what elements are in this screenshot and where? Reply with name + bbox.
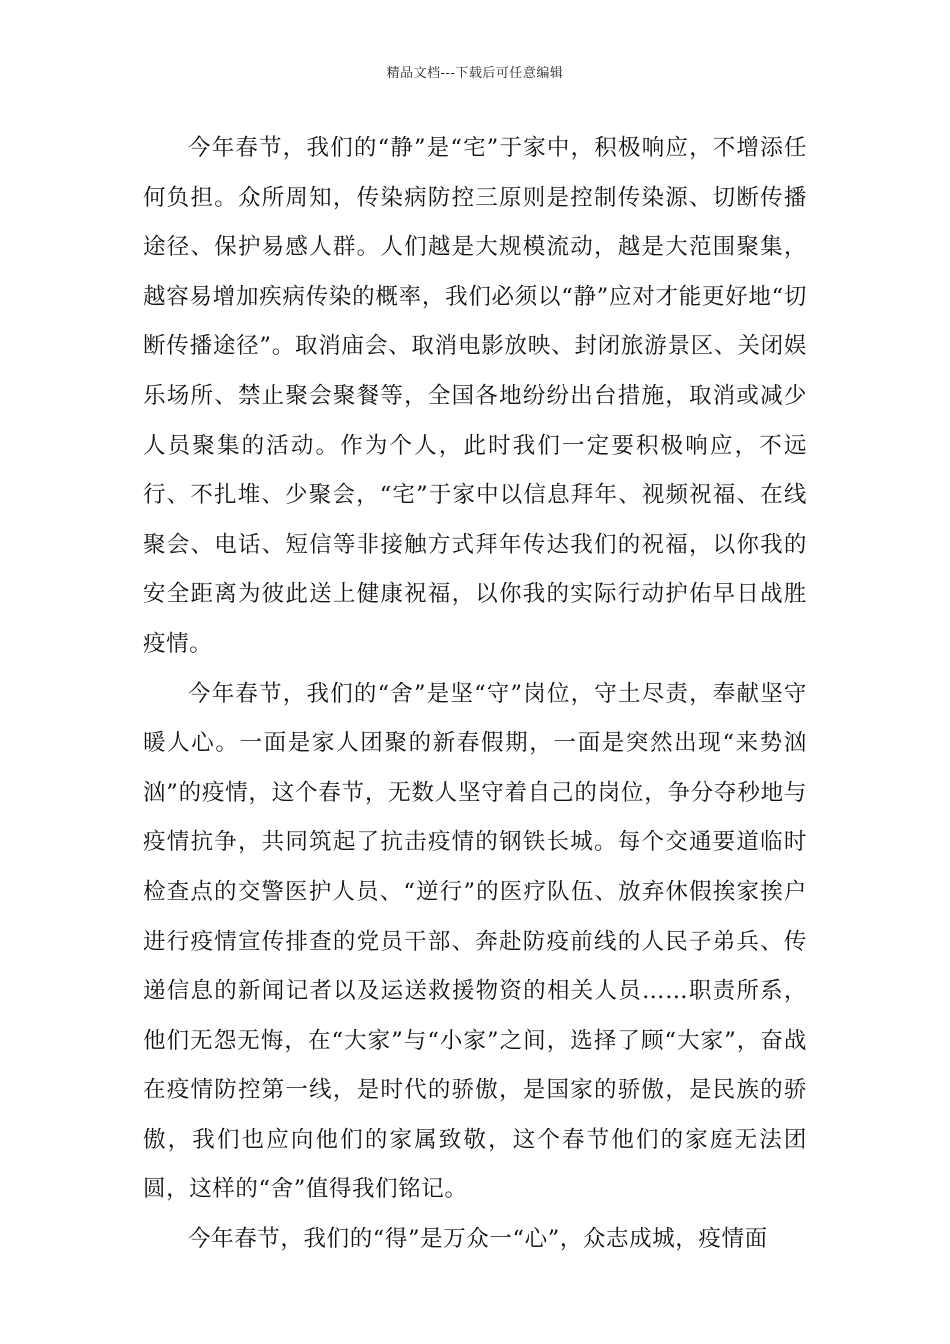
paragraph-1: 今年春节，我们的“静”是“宅”于家中，积极响应，不增添任何负担。众所周知，传染病防控三原则是控制传染源、切断传播途径、保护易感人群。人们越是大规模流动，越是大范围聚集，越容易增加疾病传染的概率，我们必须以“静”应对才能更好地“切断传播途径”。取消庙会、取消电影放映、封闭旅游景区、关闭娱乐场所、禁止聚会聚餐等，全国各地纷纷出台措施，取消或减少人员聚集的活动。作为个人，此时我们一定要积极响应，不远行、不扎堆、少聚会，“宅”于家中以信息拜年、视频祝福、在线聚会、电话、短信等非接触方式拜年传达我们的祝福，以你我的安全距离为彼此送上健康祝福，以你我的实际行动护佑早日战胜疫情。	[143, 135, 807, 657]
paragraph-3: 今年春节，我们的“得”是万众一“心”，众志成城，疫情面	[188, 1226, 768, 1253]
page-header: 精品文档---下载后可任意编辑	[386, 66, 564, 81]
document-body	[143, 124, 807, 1265]
paragraph-2: 今年春节，我们的“舍”是坚“守”岗位，守土尽责，奉献坚守暖人心。一面是家人团聚的新春假期，一面是突然出现“来势汹汹”的疫情，这个春节，无数人坚守着自己的岗位，争分夺秒地与疫情抗争，共同筑起了抗击疫情的钢铁长城。每个交通要道临时检查点的交警医护人员、“逆行”的医疗队伍、放弃休假挨家挨户进行疫情宣传排查的党员干部、奔赴防疫前线的人民子弟兵、传递信息的新闻记者以及运送救援物资的相关人员……职责所系，他们无怨无悔，在“大家”与“小家”之间，选择了顾“大家”，奋战在疫情防控第一线，是时代的骄傲，是国家的骄傲，是民族的骄傲，我们也应向他们的家属致敬，这个春节他们的家庭无法团圆，这样的“舍”值得我们铭记。	[143, 680, 807, 1203]
